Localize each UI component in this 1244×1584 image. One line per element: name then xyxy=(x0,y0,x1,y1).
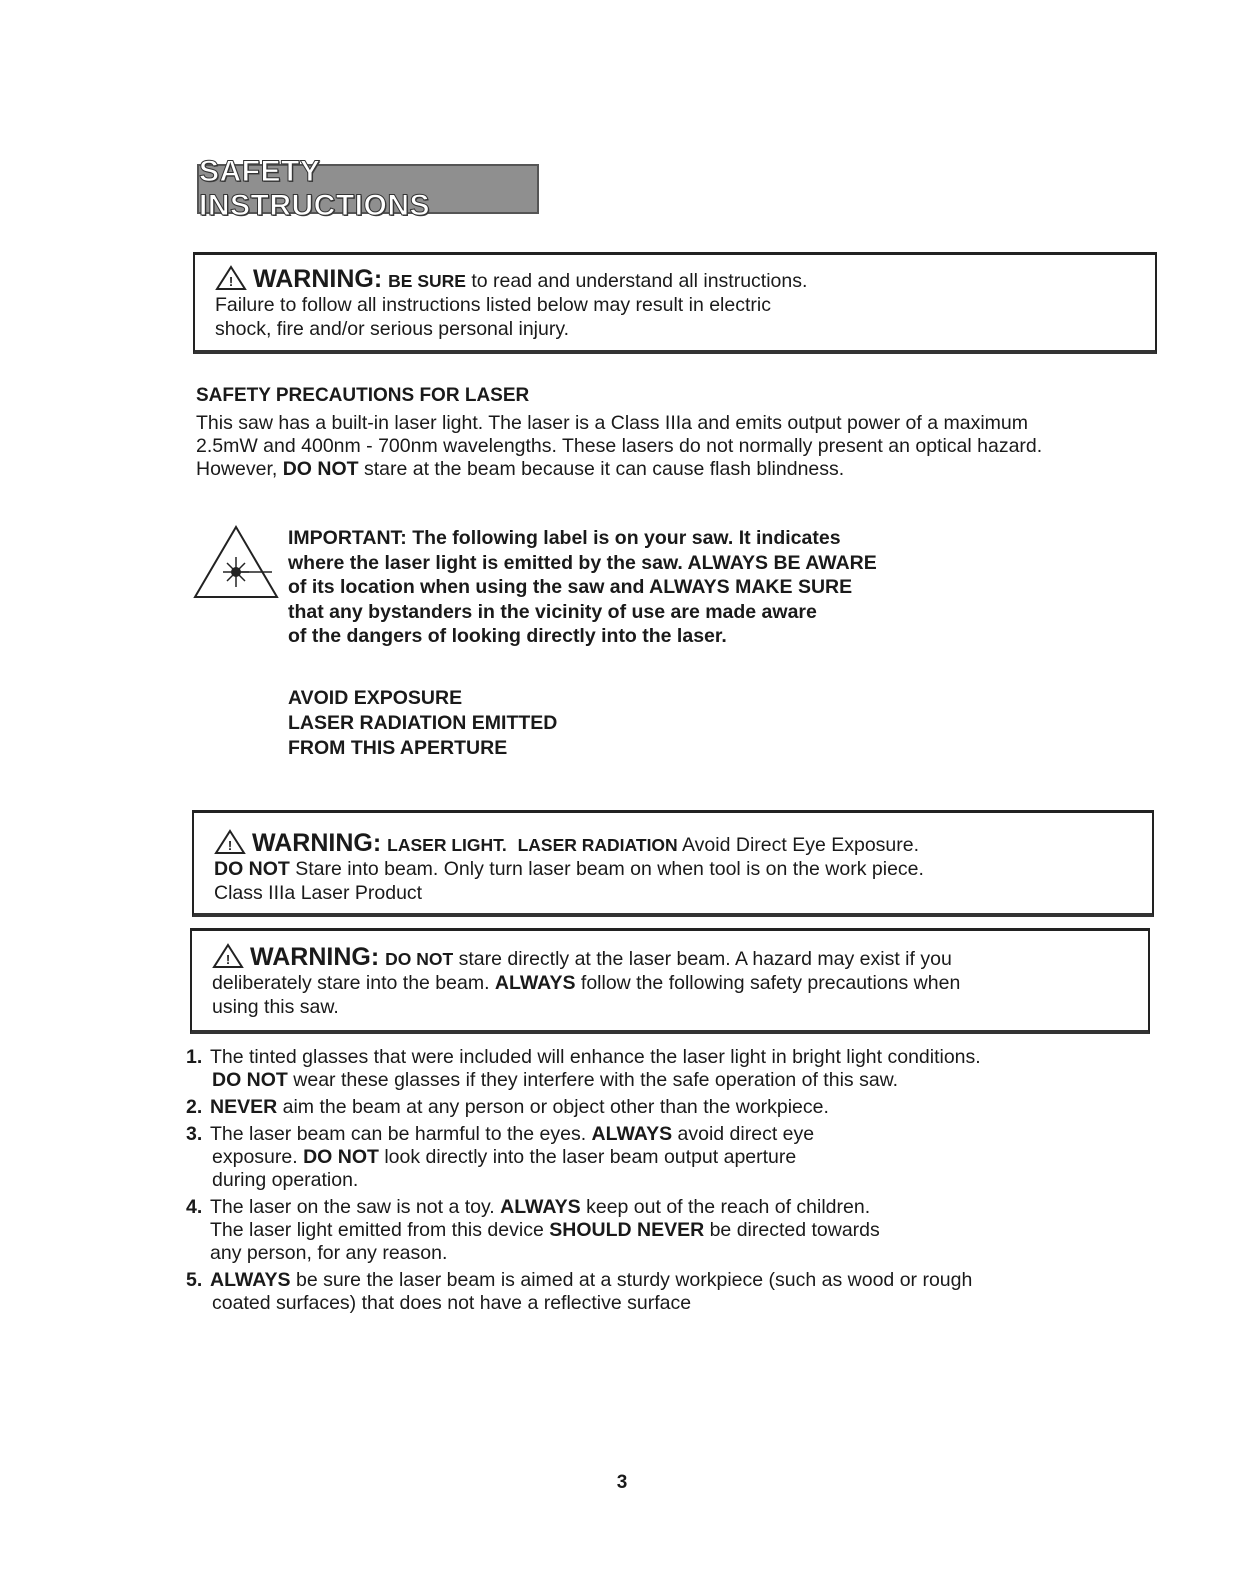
list-item: 3. The laser beam can be harmful to the eyes. ALWAYS avoid direct eye exposure. DO NOT look directly into the laser beam output aperture during operation. xyxy=(186,1123,815,1191)
warning-label: WARNING: xyxy=(253,265,383,293)
page-number: 3 xyxy=(616,1472,628,1493)
important-notice: IMPORTANT: The following label is on your saw. It indicates where the laser light is emitted by the saw. ALWAYS BE AWARE of its location when using the saw and ALWAYS MAKE SURE that any bystanders in the vicinity of use are made aware of the dangers of looking directly into the laser. xyxy=(288,527,877,647)
banner-title: SAFETY INSTRUCTIONS xyxy=(199,155,430,222)
warning-text-line: Failure to follow all instructions listed below may result in electric xyxy=(215,294,771,316)
laser-hazard-icon xyxy=(192,524,280,600)
list-item: 4. The laser on the saw is not a toy. ALWAYS keep out of the reach of children. The laser light emitted from this device SHOULD NEVER be directed towards any person, for any reason. xyxy=(186,1196,880,1264)
svg-text:!: ! xyxy=(228,274,234,289)
warning-triangle-icon xyxy=(215,265,247,291)
warning-triangle-icon xyxy=(212,943,244,969)
warning-label: WARNING: xyxy=(250,943,380,971)
warning-box-stare: ! WARNING: DO NOT stare directly at the laser beam. A hazard may exist if you deliberately stare into the beam. ALWAYS follow the following safety precautions when using this saw. xyxy=(190,928,1150,1034)
list-item: 2. NEVER aim the beam at any person or object other than the workpiece. xyxy=(186,1096,829,1118)
list-item: 5. ALWAYS be sure the laser beam is aimed at a sturdy workpiece (such as wood or rough coated surfaces) that does not have a reflective surface xyxy=(186,1269,973,1314)
svg-text:!: ! xyxy=(225,952,231,967)
laser-precautions-list xyxy=(186,1046,1196,1319)
warning-box-general: ! WARNING: BE SURE to read and understand all instructions. Failure to follow all instructions listed below may result in electric shock, fire and/or serious personal injury. xyxy=(193,252,1157,354)
warning-label: WARNING: xyxy=(252,829,382,857)
aperture-label-text: AVOID EXPOSURE LASER RADIATION EMITTED FROM THIS APERTURE xyxy=(288,687,558,759)
svg-text:!: ! xyxy=(227,838,233,853)
warning-box-laser-light: ! WARNING: LASER LIGHT. LASER RADIATION Avoid Direct Eye Exposure. DO NOT Stare into beam. Only turn laser beam on when tool is on the work piece. Class IIIa Laser Product xyxy=(192,810,1154,917)
list-item: 1. The tinted glasses that were included will enhance the laser light in bright light conditions. DO NOT wear these glasses if they interfere with the safe operation of this saw. xyxy=(186,1046,981,1091)
warning-text-line: shock, fire and/or serious personal injury. xyxy=(215,318,570,340)
warning-triangle-icon xyxy=(214,829,246,855)
laser-paragraph: This saw has a built-in laser light. The laser is a Class IIIa and emits output power of a maximum 2.5mW and 400nm - 700nm wavelengths. These lasers do not normally present an optical hazard. However, DO NOT stare at the beam because it can cause flash blindness. xyxy=(196,412,1043,480)
section-banner xyxy=(197,155,539,222)
laser-section-title: SAFETY PRECAUTIONS FOR LASER xyxy=(196,385,530,406)
